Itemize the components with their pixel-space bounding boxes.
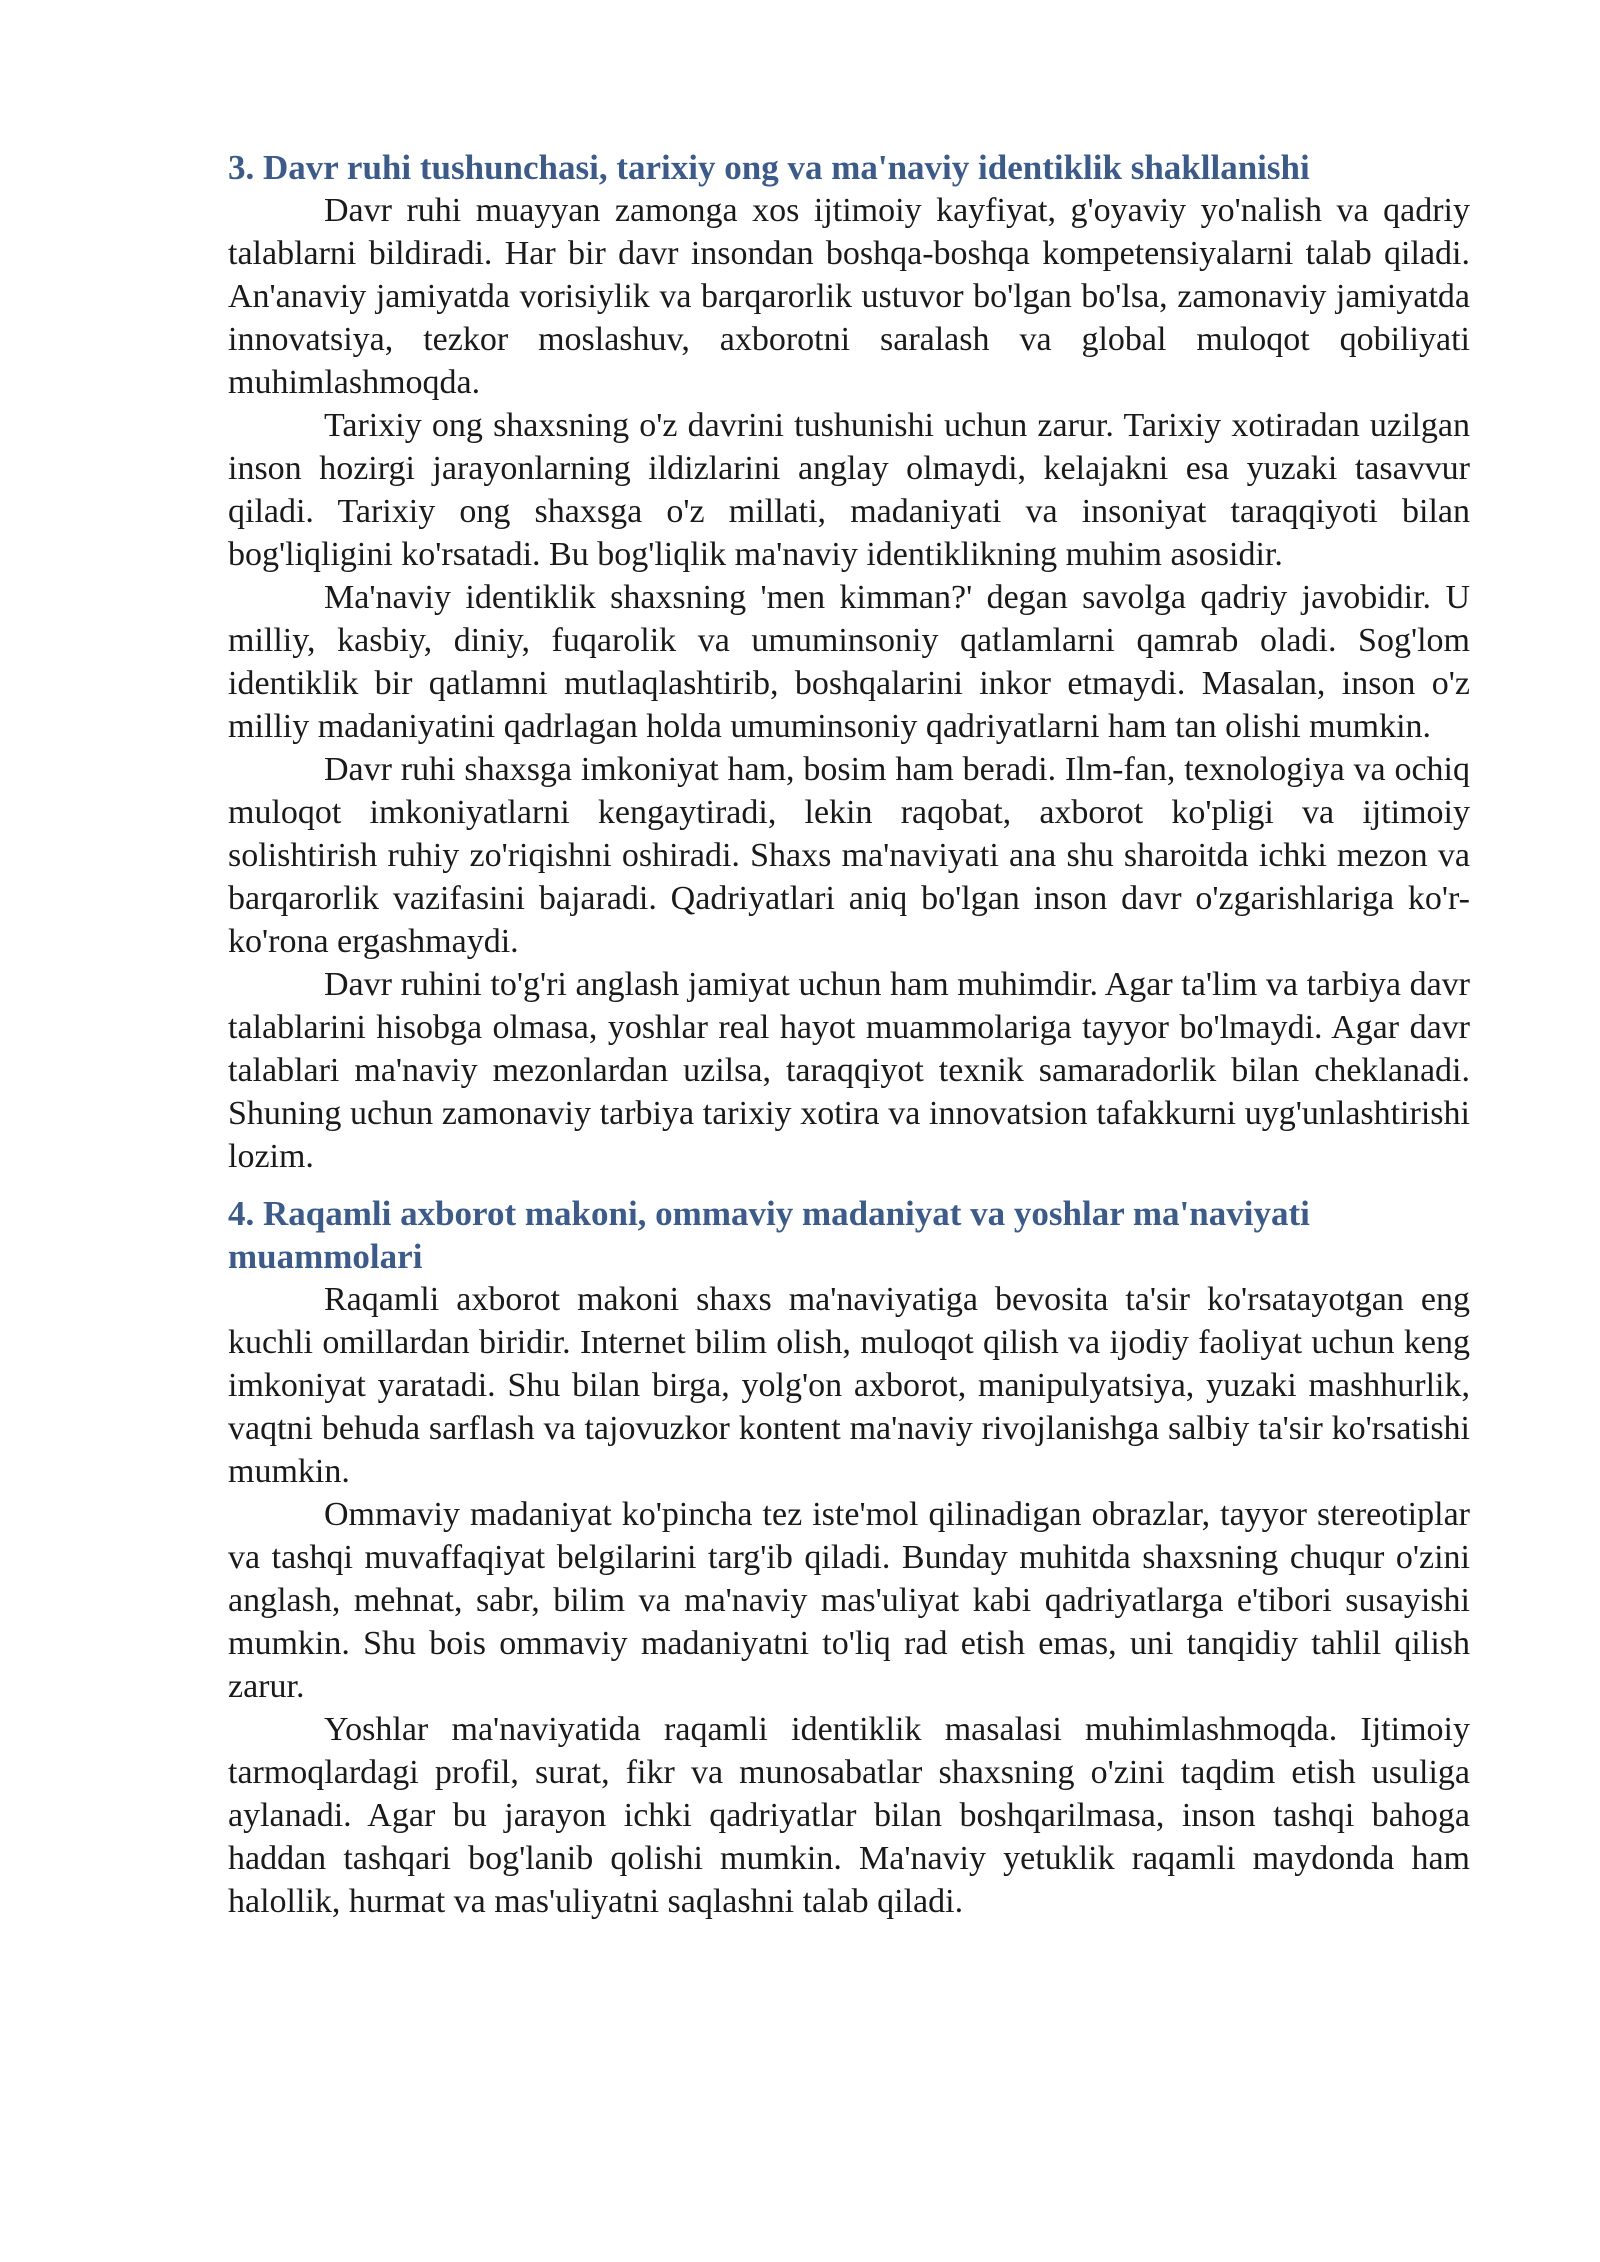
paragraph: Tarixiy ong shaxsning o'z davrini tushunishi uchun zarur. Tarixiy xotiradan uzilgan inson hozirgi jarayonlarning ildizlarini anglay olmaydi, kelajakni esa yuzaki tasavvur qiladi. Tarixiy ong shaxsga o'z millati, madaniyati va insoniyat taraqqiyoti bilan bog'liqligini ko'rsatadi. Bu bog'liqlik ma'naviy identiklikning muhim asosidir.: [228, 407, 1470, 573]
section-4-heading: 4. Raqamli axborot makoni, ommaviy madaniyat va yoshlar ma'naviyati muammolari: [228, 1194, 1310, 1276]
paragraph: Davr ruhi muayyan zamonga xos ijtimoiy kayfiyat, g'oyaviy yo'nalish va qadriy talablarni bildiradi. Har bir davr insondan boshqa-boshqa kompetensiyalarni talab qiladi. An'anaviy jamiyatda vorisiylik va barqarorlik ustuvor bo'lgan bo'lsa, zamonaviy jamiyatda innovatsiya, tezkor moslashuv, axborotni saralash va global muloqot qobiliyati muhimlashmoqda.: [228, 192, 1470, 401]
paragraph: Raqamli axborot makoni shaxs ma'naviyatiga bevosita ta'sir ko'rsatayotgan eng kuchli omillardan biridir. Internet bilim olish, muloqot qilish va ijodiy faoliyat uchun keng imkoniyat yaratadi. Shu bilan birga, yolg'on axborot, manipulyatsiya, yuzaki mashhurlik, vaqtni behuda sarflash va tajovuzkor kontent ma'naviy rivojlanishga salbiy ta'sir ko'rsatishi mumkin.: [228, 1281, 1470, 1490]
paragraph: Davr ruhi shaxsga imkoniyat ham, bosim ham beradi. Ilm-fan, texnologiya va ochiq muloqot imkoniyatlarni kengaytiradi, lekin raqobat, axborot ko'pligi va ijtimoiy solishtirish ruhiy zo'riqishni oshiradi. Shaxs ma'naviyati ana shu sharoitda ichki mezon va barqarorlik vazifasini bajaradi. Qadriyatlari aniq bo'lgan inson davr o'zgarishlariga ko'r-ko'rona ergashmaydi.: [228, 751, 1470, 960]
paragraph: Yoshlar ma'naviyatida raqamli identiklik masalasi muhimlashmoqda. Ijtimoiy tarmoqlardagi profil, surat, fikr va munosabatlar shaxsning o'zini taqdim etish usuliga aylanadi. Agar bu jarayon ichki qadriyatlar bilan boshqarilmasa, inson tashqi bahoga haddan tashqari bog'lanib qolishi mumkin. Ma'naviy yetuklik raqamli maydonda ham halollik, hurmat va mas'uliyatni saqlashni talab qiladi.: [228, 1711, 1470, 1920]
paragraph: Ommaviy madaniyat ko'pincha tez iste'mol qilinadigan obrazlar, tayyor stereotiplar va tashqi muvaffaqiyat belgilarini targ'ib qiladi. Bunday muhitda shaxsning chuqur o'zini anglash, mehnat, sabr, bilim va ma'naviy mas'uliyat kabi qadriyatlarga e'tibori susayishi mumkin. Shu bois ommaviy madaniyatni to'liq rad etish emas, uni tanqidiy tahlil qilish zarur.: [228, 1496, 1470, 1705]
paragraph: Davr ruhini to'g'ri anglash jamiyat uchun ham muhimdir. Agar ta'lim va tarbiya davr talablarini hisobga olmasa, yoshlar real hayot muammolariga tayyor bo'lmaydi. Agar davr talablari ma'naviy mezonlardan uzilsa, taraqqiyot texnik samaradorlik bilan cheklanadi. Shuning uchun zamonaviy tarbiya tarixiy xotira va innovatsion tafakkurni uyg'unlashtirishi lozim.: [228, 966, 1470, 1175]
document-page: [228, 146, 1470, 1923]
section-3-heading: 3. Davr ruhi tushunchasi, tarixiy ong va ma'naviy identiklik shakllanishi: [228, 148, 1310, 187]
paragraph: Ma'naviy identiklik shaxsning 'men kimman?' degan savolga qadriy javobidir. U milliy, kasbiy, diniy, fuqarolik va umuminsoniy qatlamlarni qamrab oladi. Sog'lom identiklik bir qatlamni mutlaqlashtirib, boshqalarini inkor etmaydi. Masalan, inson o'z milliy madaniyatini qadrlagan holda umuminsoniy qadriyatlarni ham tan olishi mumkin.: [228, 579, 1470, 745]
